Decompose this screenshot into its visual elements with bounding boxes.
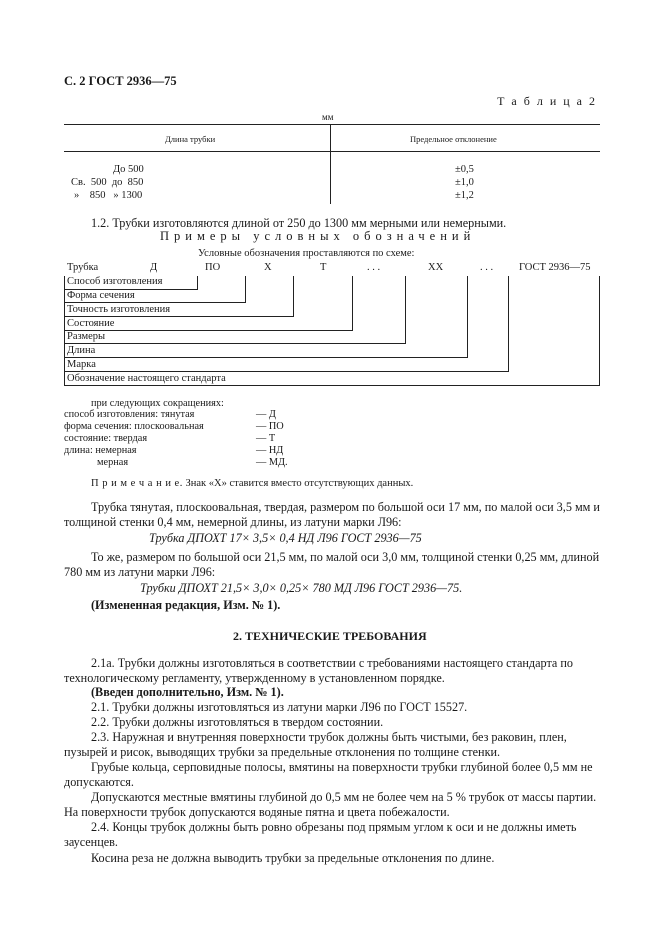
scheme-bracket-line: [508, 276, 509, 372]
scheme-bracket-line: [64, 357, 468, 358]
scheme-caption: Условные обозначения проставляются по схеме:: [198, 248, 415, 259]
abbreviation-code: — ПО: [256, 421, 284, 432]
table-cell-length: Св. 500 до 850: [71, 177, 144, 188]
scheme-bracket-line: [405, 276, 406, 344]
table-label: Т а б л и ц а 2: [497, 94, 597, 108]
scheme-token: ГОСТ 2936—75: [519, 262, 591, 273]
abbreviation-name: форма сечения: плоскоовальная: [64, 421, 204, 432]
paragraph-local-dents: Допускаются местные вмятины глубиной до 0,5 мм не более чем на 5 % трубок от массы партии. На поверхности трубок допускаются водяные пятна и цвета побежалости.: [64, 790, 597, 819]
scheme-bracket-line: [293, 276, 294, 317]
example-2-text: То же, размером по большой оси 21,5 мм, по малой оси 3,0 мм, толщиной стенки 0,25 мм, длиной 780 мм из латуни марки Л96:: [64, 550, 600, 579]
paragraph-2-2: 2.2. Трубки должны изготовляться в твердом состоянии.: [91, 715, 384, 729]
scheme-bracket-line: [64, 302, 246, 303]
section-2-title: 2. ТЕХНИЧЕСКИЕ ТРЕБОВАНИЯ: [233, 629, 427, 643]
scheme-bracket-line: [197, 276, 198, 290]
abbreviation-code: — НД: [256, 445, 284, 456]
scheme-bracket-line: [64, 343, 406, 344]
abbreviation-name: мерная: [97, 457, 129, 468]
paragraph-2-1a: 2.1а. Трубки должны изготовляться в соответствии с требованиями настоящего стандарта по технологическому регламенту, утвержденному в установленном порядке.: [64, 656, 574, 685]
abbreviation-name: способ изготовления: тянутая: [64, 409, 195, 420]
scheme-bracket-line: [64, 330, 353, 331]
scheme-bracket-line: [599, 276, 600, 386]
abbreviation-name: длина: немерная: [64, 445, 137, 456]
col-header-deviation: Предельное отклонение: [410, 134, 497, 144]
paragraph-1-2: 1.2. Трубки изготовляются длиной от 250 до 1300 мм мерными или немерными.: [91, 216, 507, 230]
scheme-label: Способ изготовления: [67, 276, 163, 287]
paragraph-2-4: 2.4. Концы трубок должны быть ровно обрезаны под прямым углом к оси и не должны иметь заусенцев.: [64, 820, 577, 849]
abbreviation-code: — Д: [256, 409, 276, 420]
abbreviation-code: — Т: [256, 433, 276, 444]
scheme-token: . . .: [480, 262, 494, 273]
scheme-bracket-line: [245, 276, 246, 303]
table-top-rule: [64, 124, 600, 125]
scheme-token: . . .: [367, 262, 381, 273]
scheme-bracket-line: [64, 371, 509, 372]
table-cell-length: » 850 » 1300: [74, 190, 143, 201]
table-column-divider: [330, 124, 331, 204]
table-unit: мм: [322, 112, 334, 122]
scheme-label: Марка: [67, 359, 96, 370]
abbreviations-intro: при следующих сокращениях:: [91, 398, 224, 409]
scheme-token: Т: [320, 262, 327, 273]
examples-title: Примеры условных обозначений: [160, 229, 476, 243]
paragraph-2-1: 2.1. Трубки должны изготовляться из латуни марки Л96 по ГОСТ 15527.: [91, 700, 468, 714]
table-cell-length: До 500: [113, 164, 144, 175]
scheme-label: Длина: [67, 345, 96, 356]
note: [91, 478, 413, 489]
example-1-code: Трубка ДПОХТ 17× 3,5× 0,4 НД Л96 ГОСТ 2936—75: [149, 531, 422, 545]
paragraph-rough-rings: Грубые кольца, серповидные полосы, вмятины на поверхности трубки глубиной более 0,5 мм не допускаются.: [64, 760, 593, 789]
scheme-token: Трубка: [67, 262, 99, 273]
scheme-label: Размеры: [67, 331, 106, 342]
scheme-label: Состояние: [67, 318, 115, 329]
table-cell-deviation: ±1,0: [455, 177, 474, 188]
scheme-bracket-line: [352, 276, 353, 331]
table-cell-deviation: ±0,5: [455, 164, 474, 175]
scheme-bracket-line: [64, 316, 294, 317]
col-header-length: Длина трубки: [165, 134, 216, 144]
paragraph-cut-skew: Косина реза не должна выводить трубки за предельные отклонения по длине.: [91, 851, 495, 865]
scheme-token: ПО: [205, 262, 221, 273]
note-label: П р и м е ч а н и е.: [91, 478, 183, 489]
amendment-note: (Измененная редакция, Изм. № 1).: [91, 598, 281, 612]
example-1-text: Трубка тянутая, плоскоовальная, твердая, размером по большой оси 17 мм, по малой оси 3,5 мм и толщиной стенки 0,4 мм, немерной длины, из латуни марки Л96:: [64, 500, 600, 529]
scheme-label: Точность изготовления: [67, 304, 171, 315]
scheme-bracket-line: [64, 385, 600, 386]
table-header-rule: [64, 151, 600, 152]
table-cell-deviation: ±1,2: [455, 190, 474, 201]
abbreviation-code: — МД.: [256, 457, 288, 468]
introduced-note: (Введен дополнительно, Изм. № 1).: [91, 685, 284, 699]
note-text: Знак «Х» ставится вместо отсутствующих данных.: [182, 478, 414, 489]
scheme-token: Д: [150, 262, 158, 273]
page-header: С. 2 ГОСТ 2936—75: [64, 74, 177, 88]
paragraph-2-3: 2.3. Наружная и внутренняя поверхности трубок должны быть чистыми, без раковин, плен, пузырей и рисок, выводящих трубки за предельные отклонения по толщине стенки.: [64, 730, 567, 759]
scheme-token: Х: [264, 262, 272, 273]
scheme-label: Форма сечения: [67, 290, 135, 301]
scheme-token: ХХ: [428, 262, 444, 273]
scheme-label: Обозначение настоящего стандарта: [67, 373, 226, 384]
abbreviation-name: состояние: твердая: [64, 433, 148, 444]
scheme-bracket-line: [467, 276, 468, 358]
scheme-bracket-line: [64, 276, 65, 386]
example-2-code: Трубки ДПОХТ 21,5× 3,0× 0,25× 780 МД Л96 ГОСТ 2936—75.: [140, 581, 463, 595]
